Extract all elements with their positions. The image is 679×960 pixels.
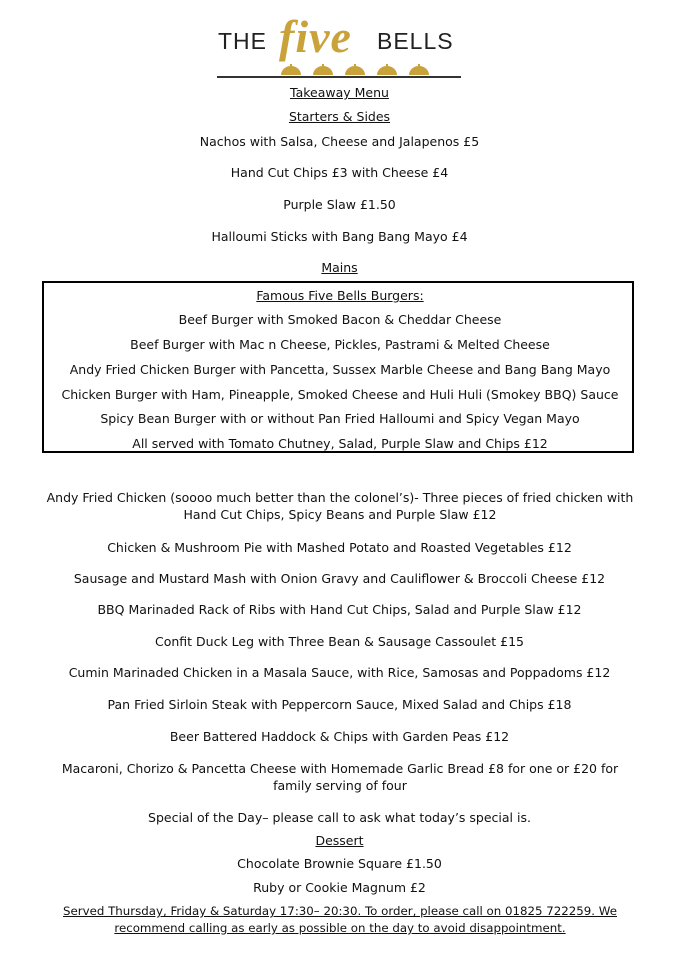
burgers-heading: Famous Five Bells Burgers: [256, 288, 424, 303]
dessert-heading: Dessert [315, 833, 364, 848]
page-title: Takeaway Menu [290, 85, 389, 100]
main-item: Macaroni, Chorizo & Pancetta Cheese with Homemade Garlic Bread £8 for one or £20 for family serving of four [61, 761, 619, 793]
dessert-item: Chocolate Brownie Square £1.50 [237, 856, 442, 871]
logo [215, 11, 465, 84]
main-item: Pan Fried Sirloin Steak with Peppercorn Sauce, Mixed Salad and Chips £18 [107, 697, 572, 712]
logo-bells: BELLS [377, 28, 454, 54]
burger-item: Chicken Burger with Ham, Pineapple, Smoked Cheese and Huli Huli (Smokey BBQ) Sauce [61, 387, 619, 402]
burger-item: Beef Burger with Smoked Bacon & Cheddar Cheese [178, 312, 502, 327]
burgers-box [42, 281, 634, 453]
main-item: Confit Duck Leg with Three Bean & Sausage Cassoulet £15 [154, 634, 524, 649]
starters-heading: Starters & Sides [288, 109, 391, 124]
footer-note: Served Thursday, Friday & Saturday 17:30– 20:30. To order, please call on 01825 722259. We recommend calling as early as possible on the day to avoid disappointment. [63, 904, 617, 935]
main-item: Beer Battered Haddock & Chips with Garden Peas £12 [169, 729, 510, 744]
burger-item: Spicy Bean Burger with or without Pan Fried Halloumi and Spicy Vegan Mayo [100, 411, 580, 426]
starter-item: Purple Slaw £1.50 [283, 197, 396, 212]
main-item: Andy Fried Chicken (soooo much better than the colonel’s)- Three pieces of fried chicken with Hand Cut Chips, Spicy Beans and Purple Slaw £12 [46, 490, 634, 522]
main-item: Cumin Marinaded Chicken in a Masala Sauce, with Rice, Samosas and Poppadoms £12 [68, 665, 611, 680]
burger-item: Andy Fried Chicken Burger with Pancetta, Sussex Marble Cheese and Bang Bang Mayo [69, 362, 611, 377]
mains-heading: Mains [321, 260, 358, 275]
main-item: Chicken & Mushroom Pie with Mashed Potato and Roasted Vegetables £12 [107, 540, 572, 555]
main-item: Sausage and Mustard Mash with Onion Gravy and Cauliflower & Broccoli Cheese £12 [73, 571, 606, 586]
logo-the: THE [218, 28, 267, 54]
burger-served-note: All served with Tomato Chutney, Salad, Purple Slaw and Chips £12 [132, 436, 548, 451]
special-of-the-day: Special of the Day– please call to ask what today’s special is. [148, 810, 531, 825]
starter-item: Hand Cut Chips £3 with Cheese £4 [230, 165, 449, 180]
bells-icon [215, 14, 465, 84]
main-item: BBQ Marinaded Rack of Ribs with Hand Cut Chips, Salad and Purple Slaw £12 [97, 602, 582, 617]
starter-item: Halloumi Sticks with Bang Bang Mayo £4 [211, 229, 468, 244]
burger-item: Beef Burger with Mac n Cheese, Pickles, Pastrami & Melted Cheese [130, 337, 550, 352]
logo-five: five [279, 11, 352, 62]
starter-item: Nachos with Salsa, Cheese and Jalapenos £5 [199, 134, 480, 149]
dessert-item: Ruby or Cookie Magnum £2 [253, 880, 426, 895]
